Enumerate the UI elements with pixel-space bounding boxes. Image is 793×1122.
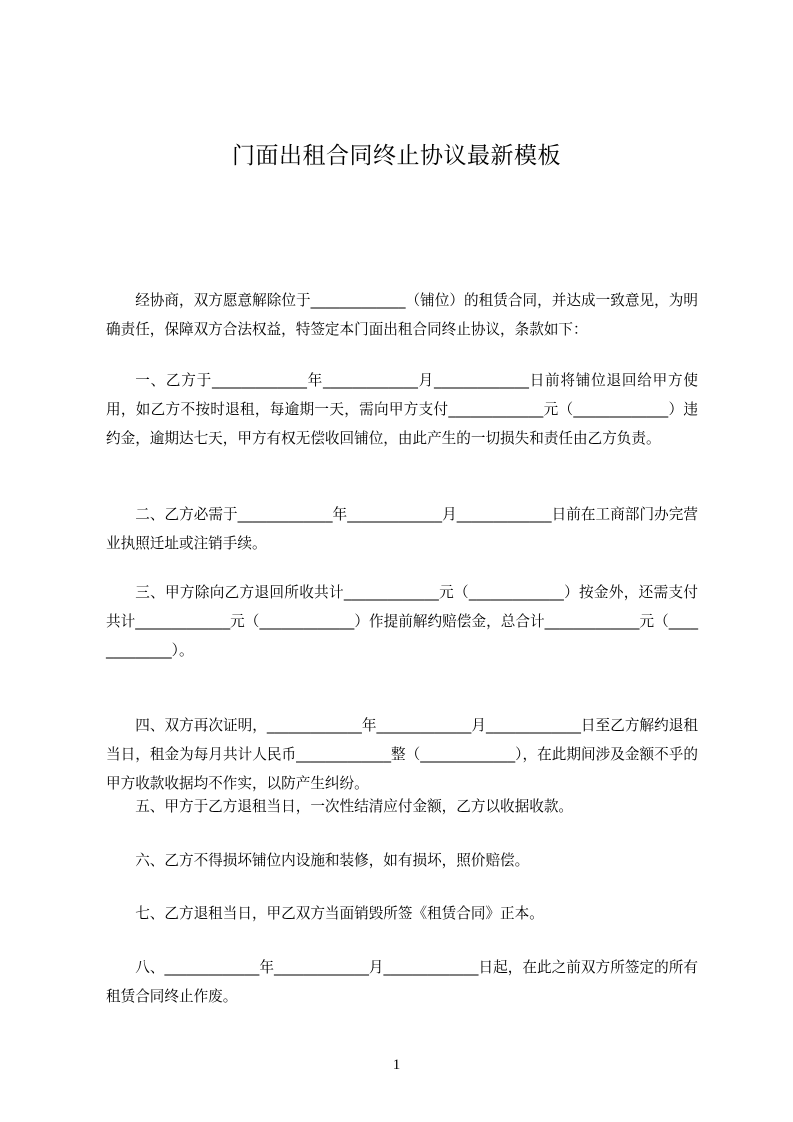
- clause-8-paragraph: 八、_____________年_____________月_____________日起，在此之前双方所签定的所有租赁合同终止作废。: [106, 959, 698, 1005]
- intro-paragraph: 经协商，双方愿意解除位于_____________（铺位）的租赁合同，并达成一致意见，为明确责任，保障双方合法权益，特签定本门面出租合同终止协议，条款如下：: [106, 292, 698, 338]
- clause-4-paragraph: 四、双方再次证明，_____________年_____________月_____________日至乙方解约退租当日，租金为每月共计人民币_____________整（_____________），在此期间涉及金额不乎的甲方收款收据均不作实，以防产生纠纷。: [106, 717, 698, 792]
- page-number: 1: [392, 1057, 401, 1073]
- document-title: 门面出租合同终止协议最新模板: [232, 143, 561, 169]
- clause-2-paragraph: 二、乙方必需于_____________年_____________月_____________日前在工商部门办完营业执照迁址或注销手续。: [106, 506, 698, 552]
- clause-1-paragraph: 一、乙方于_____________年_____________月_____________日前将铺位退回给甲方使用，如乙方不按时退租，每逾期一天，需向甲方支付_____________元（_____________）违约金，逾期达七天，甲方有权无偿收回铺位，由此产生的一切损失和责任由乙方负责。: [106, 372, 698, 447]
- clause-6-paragraph: 六、乙方不得损坏铺位内设施和装修，如有损坏，照价赔偿。: [135, 852, 530, 869]
- clause-5-paragraph: 五、甲方于乙方退租当日，一次性结清应付金额，乙方以收据收款。: [135, 798, 574, 815]
- clause-3-paragraph: 三、甲方除向乙方退回所收共计_____________元（_____________）按金外，还需支付共计_____________元（_____________）作提前解约赔偿金，总合计_____________元（_____________）。: [106, 584, 698, 659]
- clause-7-paragraph: 七、乙方退租当日，甲乙双方当面销毁所签《租赁合同》正本。: [135, 905, 544, 922]
